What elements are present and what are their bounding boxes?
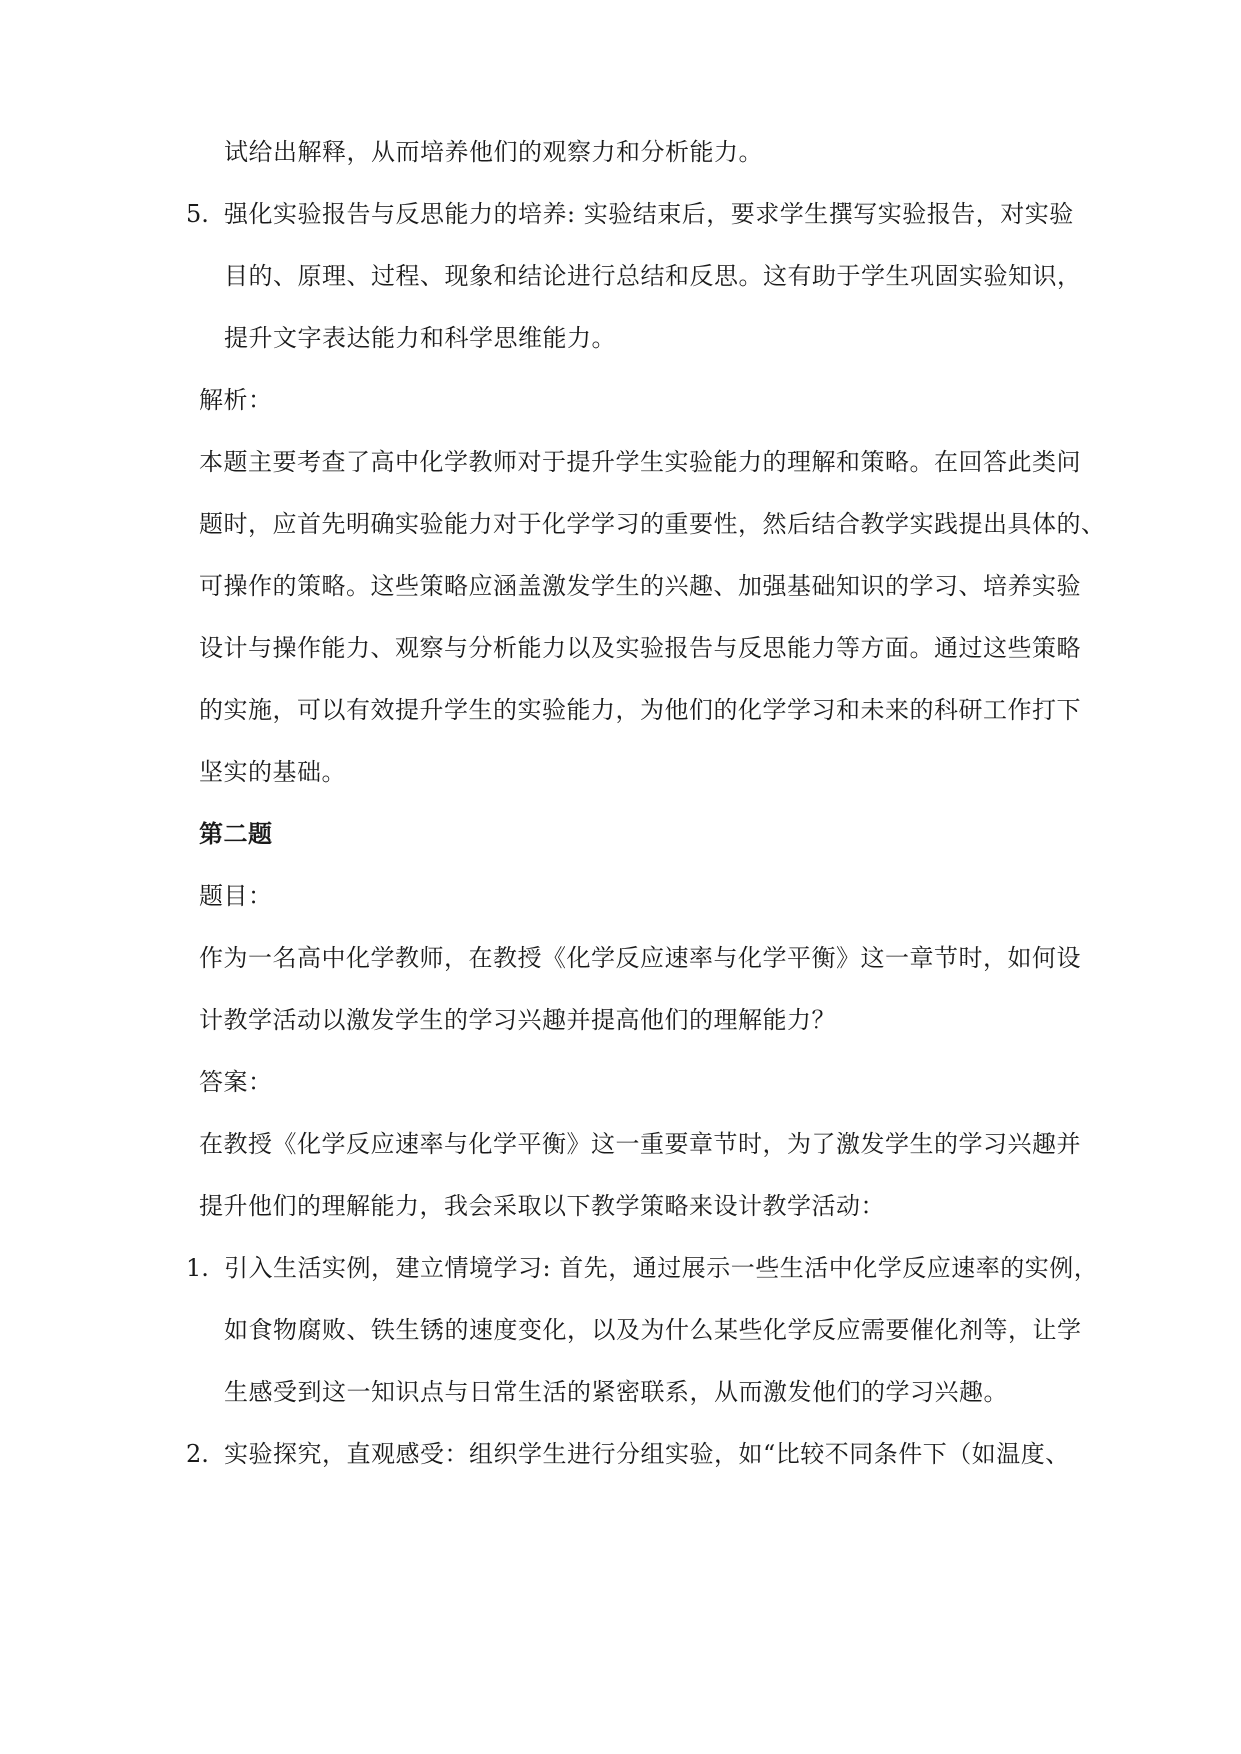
list-item-number-5: 5. <box>186 200 209 228</box>
answer-line-1: 在教授《化学反应速率与化学平衡》这一重要章节时，为了激发学生的学习兴趣并 <box>199 1130 1081 1158</box>
list-item-number-1: 1. <box>186 1254 209 1282</box>
question-label: 题目： <box>199 882 273 910</box>
analysis-line-4: 设计与操作能力、观察与分析能力以及实验报告与反思能力等方面。通过这些策略 <box>199 634 1081 662</box>
section-title: 第二题 <box>199 819 273 848</box>
analysis-line-2: 题时，应首先明确实验能力对于化学学习的重要性，然后结合教学实践提出具体的、 <box>199 510 1106 538</box>
item1-line-3: 生感受到这一知识点与日常生活的紧密联系，从而激发他们的学习兴趣。 <box>224 1378 1008 1406</box>
item1-line-2: 如食物腐败、铁生锈的速度变化，以及为什么某些化学反应需要催化剂等，让学 <box>224 1316 1082 1344</box>
analysis-line-5: 的实施，可以有效提升学生的实验能力，为他们的化学学习和未来的科研工作打下 <box>199 696 1081 724</box>
item5-line-2: 目的、原理、过程、现象和结论进行总结和反思。这有助于学生巩固实验知识， <box>224 262 1082 290</box>
analysis-label: 解析： <box>199 386 273 414</box>
item5-line-1: 强化实验报告与反思能力的培养: 实验结束后，要求学生撰写实验报告，对实验 <box>224 200 1074 228</box>
analysis-line-3: 可操作的策略。这些策略应涵盖激发学生的兴趣、加强基础知识的学习、培养实验 <box>199 572 1081 600</box>
question-line-1: 作为一名高中化学教师，在教授《化学反应速率与化学平衡》这一章节时，如何设 <box>199 944 1081 972</box>
item4-continuation-line: 试给出解释，从而培养他们的观察力和分析能力。 <box>224 138 763 166</box>
item2-line-1: 实验探究，直观感受：组织学生进行分组实验，如“比较不同条件下（如温度、 <box>224 1440 1070 1468</box>
answer-label: 答案： <box>199 1068 273 1096</box>
item1-line-1: 引入生活实例，建立情境学习: 首先，通过展示一些生活中化学反应速率的实例， <box>224 1254 1099 1282</box>
analysis-line-1: 本题主要考查了高中化学教师对于提升学生实验能力的理解和策略。在回答此类问 <box>199 448 1081 476</box>
answer-line-2: 提升他们的理解能力，我会采取以下教学策略来设计教学活动： <box>199 1192 885 1220</box>
analysis-line-6: 坚实的基础。 <box>199 758 346 786</box>
list-item-number-2: 2. <box>186 1440 209 1468</box>
question-line-2: 计教学活动以激发学生的学习兴趣并提高他们的理解能力？ <box>199 1006 836 1034</box>
item5-line-3: 提升文字表达能力和科学思维能力。 <box>224 324 616 352</box>
